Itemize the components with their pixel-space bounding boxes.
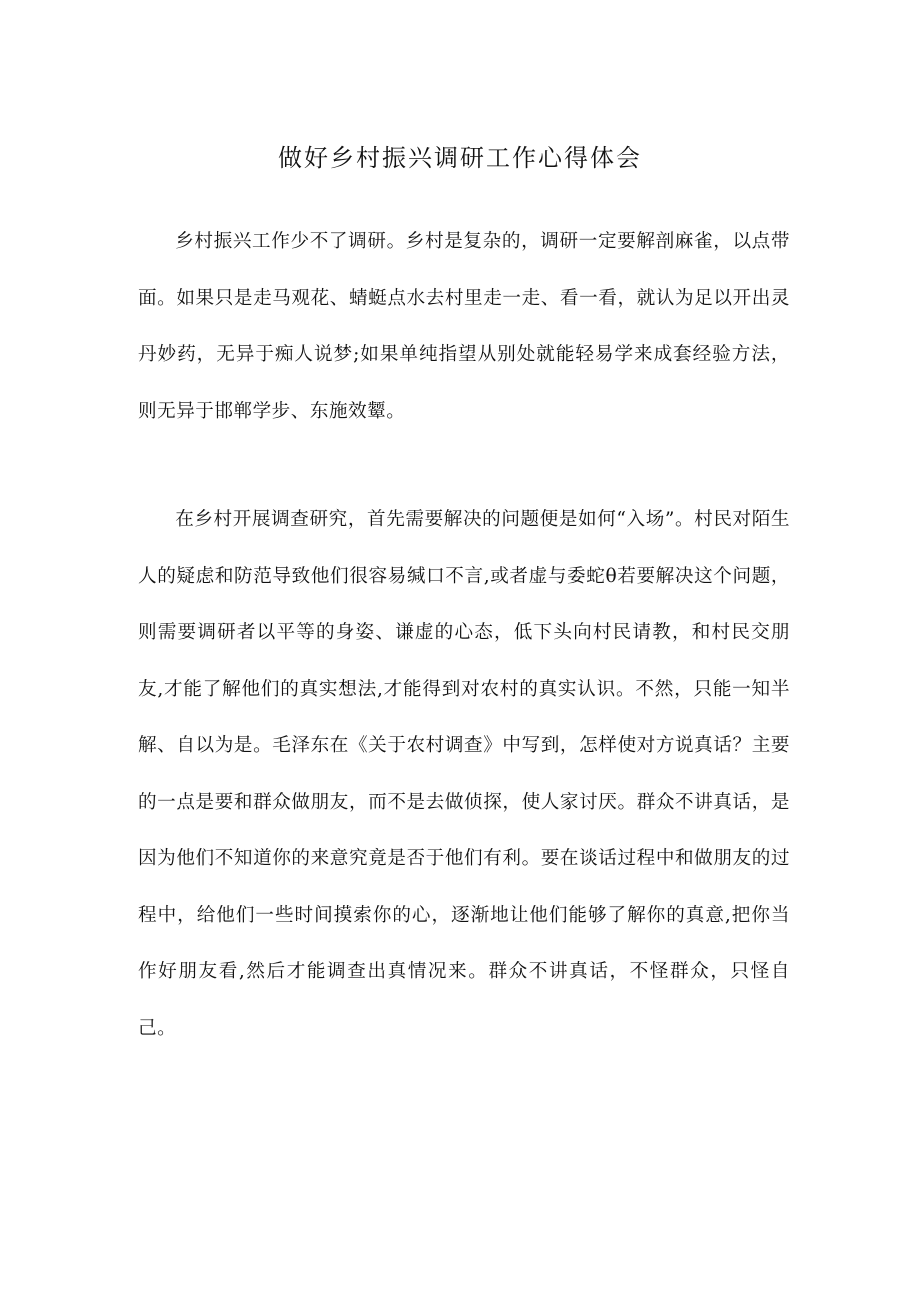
document-body xyxy=(138,214,790,1057)
paragraph-1: 乡村振兴工作少不了调研。乡村是复杂的，调研一定要解剖麻雀，以点带面。如果只是走马观花、蜻蜓点水去村里走一走、看一看，就认为足以开出灵丹妙药，无异于痴人说梦;如果单纯指望从别处就能轻易学来成套经验方法，则无异于邯郸学步、东施效颦。 xyxy=(138,231,790,422)
paragraph-2: 在乡村开展调查研究，首先需要解决的问题便是如何“入场”。村民对陌生人的疑虑和防范导致他们很容易缄口不言,或者虚与委蛇θ若要解决这个问题，则需要调研者以平等的身姿、谦虚的心态，低下头向村民请教，和村民交朋友,才能了解他们的真实想法,才能得到对农村的真实认识。不然，只能一知半解、自以为是。毛泽东在《关于农村调查》中写到，怎样使对方说真话？主要的一点是要和群众做朋友，而不是去做侦探，使人家讨厌。群众不讲真话，是因为他们不知道你的来意究竟是否于他们有利。要在谈话过程中和做朋友的过程中，给他们一些时间摸索你的心，逐渐地让他们能够了解你的真意,把你当作好朋友看,然后才能调查出真情况来。群众不讲真话，不怪群众，只怪自己。 xyxy=(138,509,790,1039)
page-title: 做好乡村振兴调研工作心得体会 xyxy=(278,144,642,172)
